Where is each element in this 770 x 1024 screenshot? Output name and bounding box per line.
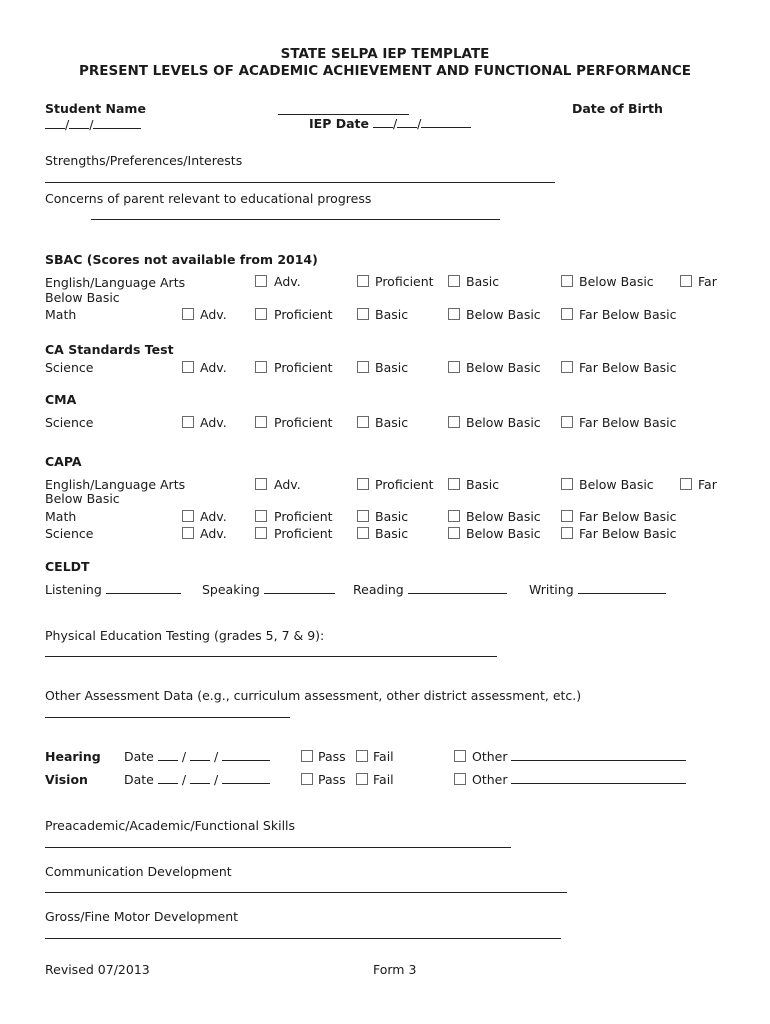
option-label: Adv. [200, 307, 227, 322]
cst-science-basic-checkbox[interactable] [357, 361, 369, 373]
motor-field[interactable] [45, 938, 561, 939]
capa-heading: CAPA [45, 454, 82, 469]
sbac-ela-proficient-checkbox[interactable] [357, 275, 369, 287]
sbac-math-proficient-checkbox[interactable] [255, 308, 267, 320]
option-label: Adv. [200, 415, 227, 430]
revised-date: Revised 07/2013 [45, 962, 150, 977]
option-label: Basic [375, 526, 409, 541]
form-subtitle: PRESENT LEVELS OF ACADEMIC ACHIEVEMENT AND FUNCTIONAL PERFORMANCE [78, 63, 692, 79]
other-label: Other [472, 772, 508, 787]
option-label: Below Basic [466, 360, 541, 375]
student-name-label: Student Name [45, 101, 146, 116]
vision-label: Vision [45, 772, 88, 787]
option-label: Far Below Basic [579, 360, 677, 375]
pass-label: Pass [318, 772, 346, 787]
preacademic-label: Preacademic/Academic/Functional Skills [45, 818, 296, 833]
sbac-ela-basic-checkbox[interactable] [448, 275, 460, 287]
option-label: Far Below Basic [579, 509, 677, 524]
motor-label: Gross/Fine Motor Development [45, 909, 239, 924]
preacademic-field[interactable] [45, 847, 511, 848]
capa-math-proficient-checkbox[interactable] [255, 510, 267, 522]
cst-science-far-below-basic-checkbox[interactable] [561, 361, 573, 373]
celdt-reading[interactable] [353, 582, 507, 597]
option-label: Basic [375, 360, 409, 375]
capa-math-basic-checkbox[interactable] [357, 510, 369, 522]
vision-date-field[interactable]: Date / / [124, 772, 270, 787]
hearing-date-field[interactable]: Date / / [124, 749, 270, 764]
strengths-label: Strengths/Preferences/Interests [45, 153, 243, 168]
celdt-heading: CELDT [45, 559, 90, 574]
option-label: Proficient [375, 274, 434, 289]
sbac-math-below-basic-checkbox[interactable] [448, 308, 460, 320]
capa-science-basic-checkbox[interactable] [357, 527, 369, 539]
option-label: Basic [375, 509, 409, 524]
capa-science-proficient-checkbox[interactable] [255, 527, 267, 539]
sbac-ela-below-basic-checkbox[interactable] [561, 275, 573, 287]
capa-science-far-below-basic-checkbox[interactable] [561, 527, 573, 539]
capa-math-label: Math [45, 509, 77, 524]
cma-science-below-basic-checkbox[interactable] [448, 416, 460, 428]
other-label: Other [472, 749, 508, 764]
option-label: Basic [466, 477, 500, 492]
capa-math-far-below-basic-checkbox[interactable] [561, 510, 573, 522]
capa-ela-basic-checkbox[interactable] [448, 478, 460, 490]
hearing-pass-checkbox[interactable] [301, 750, 313, 762]
fail-label: Fail [373, 772, 394, 787]
option-label: Proficient [274, 526, 333, 541]
other-assessment-field[interactable] [45, 717, 290, 718]
option-label: Proficient [274, 415, 333, 430]
cma-science-far-below-basic-checkbox[interactable] [561, 416, 573, 428]
capa-ela-adv-checkbox[interactable] [255, 478, 267, 490]
option-label: Basic [375, 415, 409, 430]
option-label: Basic [466, 274, 500, 289]
cma-science-proficient-checkbox[interactable] [255, 416, 267, 428]
cst-science-below-basic-checkbox[interactable] [448, 361, 460, 373]
option-label: Basic [375, 307, 409, 322]
capa-ela-below-basic-checkbox[interactable] [561, 478, 573, 490]
student-name-field[interactable] [278, 114, 409, 115]
celdt-speaking[interactable] [202, 582, 335, 597]
cma-science-adv-checkbox[interactable] [182, 416, 194, 428]
sbac-ela-adv-checkbox[interactable] [255, 275, 267, 287]
iep-date-field[interactable]: IEP Date / / [309, 116, 471, 131]
concerns-label: Concerns of parent relevant to educational progress [45, 191, 372, 206]
hearing-fail-checkbox[interactable] [356, 750, 368, 762]
celdt-writing[interactable] [529, 582, 666, 597]
vision-fail-checkbox[interactable] [356, 773, 368, 785]
cst-science-proficient-checkbox[interactable] [255, 361, 267, 373]
pe-testing-field[interactable] [45, 656, 497, 657]
capa-ela-proficient-checkbox[interactable] [357, 478, 369, 490]
option-label: Adv. [200, 526, 227, 541]
option-label: Adv. [274, 274, 301, 289]
capa-science-below-basic-checkbox[interactable] [448, 527, 460, 539]
hearing-label: Hearing [45, 749, 101, 764]
sbac-math-adv-checkbox[interactable] [182, 308, 194, 320]
iep-date-label: IEP Date [309, 116, 369, 131]
sbac-math-label: Math [45, 307, 77, 322]
hearing-other-field[interactable] [472, 749, 686, 764]
celdt-reading-label: Reading [353, 582, 404, 597]
sbac-heading: SBAC (Scores not available from 2014) [45, 252, 318, 267]
capa-math-below-basic-checkbox[interactable] [448, 510, 460, 522]
option-label-wrap: Below Basic [45, 290, 120, 305]
capa-science-label: Science [45, 526, 94, 541]
capa-science-adv-checkbox[interactable] [182, 527, 194, 539]
option-label-wrap: Below Basic [45, 491, 120, 506]
option-label: Far Below Basic [579, 415, 677, 430]
fail-label: Fail [373, 749, 394, 764]
date-label: Date [124, 772, 154, 787]
option-label: Below Basic [466, 526, 541, 541]
celdt-listening[interactable] [45, 582, 181, 597]
option-label: Adv. [200, 509, 227, 524]
option-label: Far [698, 274, 717, 289]
date-of-birth-label: Date of Birth [572, 101, 663, 116]
option-label: Proficient [274, 307, 333, 322]
celdt-writing-label: Writing [529, 582, 574, 597]
celdt-speaking-label: Speaking [202, 582, 260, 597]
vision-other-field[interactable] [472, 772, 686, 787]
communication-field[interactable] [45, 892, 567, 893]
concerns-field[interactable] [91, 219, 500, 220]
option-label: Far [698, 477, 717, 492]
strengths-field[interactable] [45, 182, 555, 183]
cst-heading: CA Standards Test [45, 342, 174, 357]
pass-label: Pass [318, 749, 346, 764]
cst-science-adv-checkbox[interactable] [182, 361, 194, 373]
vision-pass-checkbox[interactable] [301, 773, 313, 785]
option-label: Below Basic [466, 509, 541, 524]
option-label: Below Basic [579, 274, 654, 289]
option-label: Adv. [274, 477, 301, 492]
option-label: Adv. [200, 360, 227, 375]
option-label: Proficient [274, 360, 333, 375]
form-title: STATE SELPA IEP TEMPLATE [280, 46, 490, 62]
option-label: Far Below Basic [579, 307, 677, 322]
option-label: Below Basic [579, 477, 654, 492]
capa-ela-label: English/Language Arts [45, 477, 186, 492]
sbac-math-far-below-basic-checkbox[interactable] [561, 308, 573, 320]
vision-other-checkbox[interactable] [454, 773, 466, 785]
date-of-birth-field[interactable]: / / [45, 117, 141, 132]
sbac-ela-label: English/Language Arts [45, 275, 186, 290]
option-label: Proficient [274, 509, 333, 524]
pe-testing-label: Physical Education Testing (grades 5, 7 & 9): [45, 628, 325, 643]
option-label: Below Basic [466, 307, 541, 322]
celdt-listening-label: Listening [45, 582, 102, 597]
capa-ela-far-below-basic-checkbox[interactable] [680, 478, 692, 490]
capa-math-adv-checkbox[interactable] [182, 510, 194, 522]
date-label: Date [124, 749, 154, 764]
option-label: Far Below Basic [579, 526, 677, 541]
hearing-other-checkbox[interactable] [454, 750, 466, 762]
communication-label: Communication Development [45, 864, 232, 879]
form-number: Form 3 [373, 962, 417, 977]
cma-heading: CMA [45, 392, 77, 407]
option-label: Below Basic [466, 415, 541, 430]
cst-science-label: Science [45, 360, 94, 375]
cma-science-basic-checkbox[interactable] [357, 416, 369, 428]
cma-science-label: Science [45, 415, 94, 430]
sbac-math-basic-checkbox[interactable] [357, 308, 369, 320]
other-assessment-label: Other Assessment Data (e.g., curriculum assessment, other district assessment, etc.) [45, 688, 582, 703]
option-label: Proficient [375, 477, 434, 492]
sbac-ela-far-below-basic-checkbox[interactable] [680, 275, 692, 287]
